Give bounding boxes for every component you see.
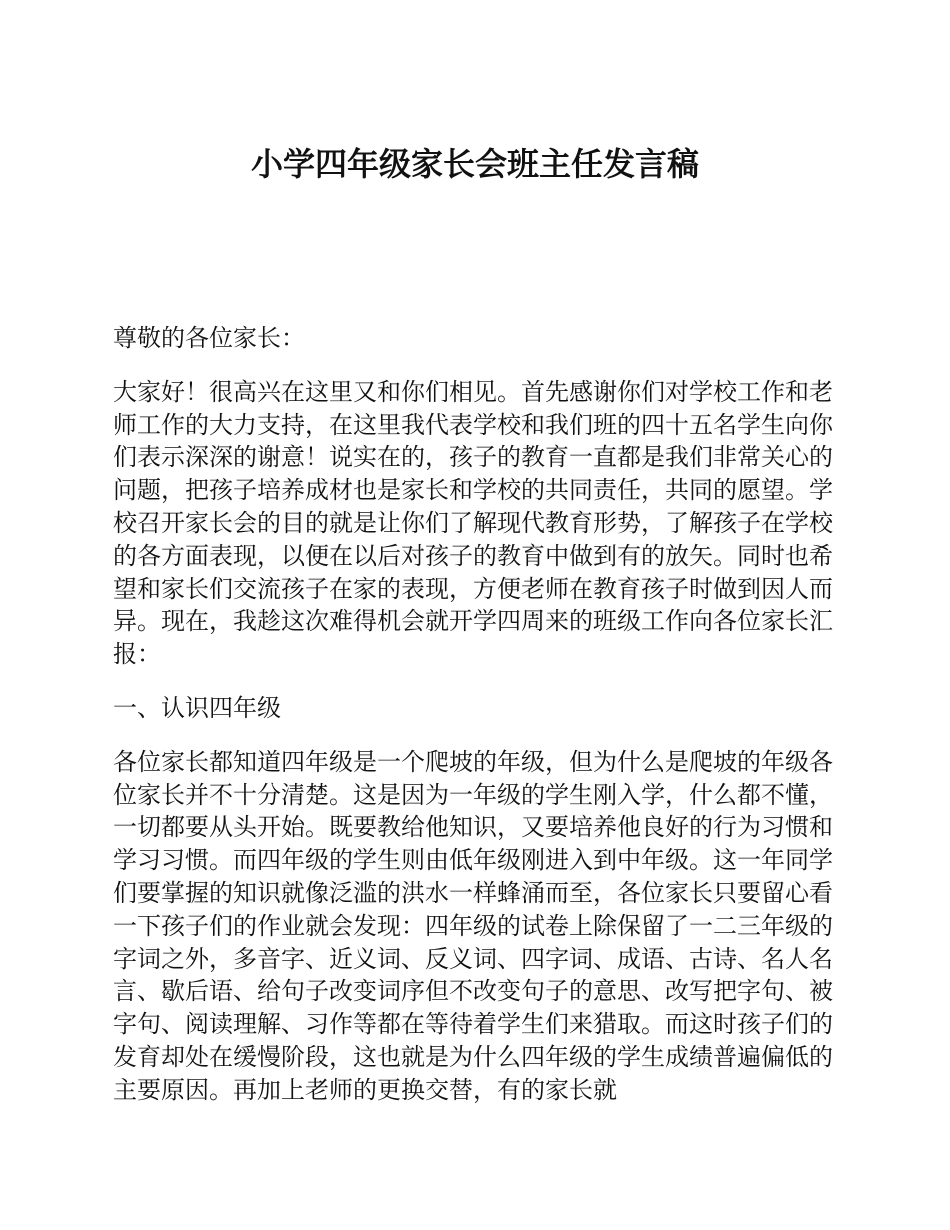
document-title: 小学四年级家长会班主任发言稿 [250, 145, 699, 183]
section-paragraph: 各位家长都知道四年级是一个爬坡的年级，但为什么是爬坡的年级各位家长并不十分清楚。这是因为一年级的学生刚入学，什么都不懂，一切都要从头开始。既要教给他知识，又要培养他良好的行为习惯和学习习惯。而四年级的学生则由低年级刚进入到中年级。这一年同学们要掌握的知识就像泛滥的洪水一样蜂涌而至，各位家长只要留心看一下孩子们的作业就会发现：四年级的试卷上除保留了一二三年级的字词之外，多音字、近义词、反义词、四字词、成语、古诗、名人名言、歇后语、给句子改变词序但不改变句子的意思、改写把字句、被字句、阅读理解、习作等都在等待着学生们来猎取。而这时孩子们的发育却处在缓慢阶段，这也就是为什么四年级的学生成绩普遍偏低的主要原因。再加上老师的更换交替，有的家长就 [113, 747, 833, 1104]
document-body [113, 322, 843, 1128]
section-heading: 一、认识四年级 [113, 693, 281, 722]
salutation-paragraph: 尊敬的各位家长： [113, 324, 305, 352]
opening-paragraph: 大家好！很高兴在这里又和你们相见。首先感谢你们对学校工作和老师工作的大力支持，在这里我代表学校和我们班的四十五名学生向你们表示深深的谢意！说实在的，孩子的教育一直都是我们非常关心的问题，把孩子培养成材也是家长和学校的共同责任，共同的愿望。学校召开家长会的目的就是让你们了解现代教育形势，了解孩子在学校的各方面表现，以便在以后对孩子的教育中做到有的放矢。同时也希望和家长们交流孩子在家的表现，方便老师在教育孩子时做到因人而异。现在，我趁这次难得机会就开学四周来的班级工作向各位家长汇报： [113, 377, 833, 669]
